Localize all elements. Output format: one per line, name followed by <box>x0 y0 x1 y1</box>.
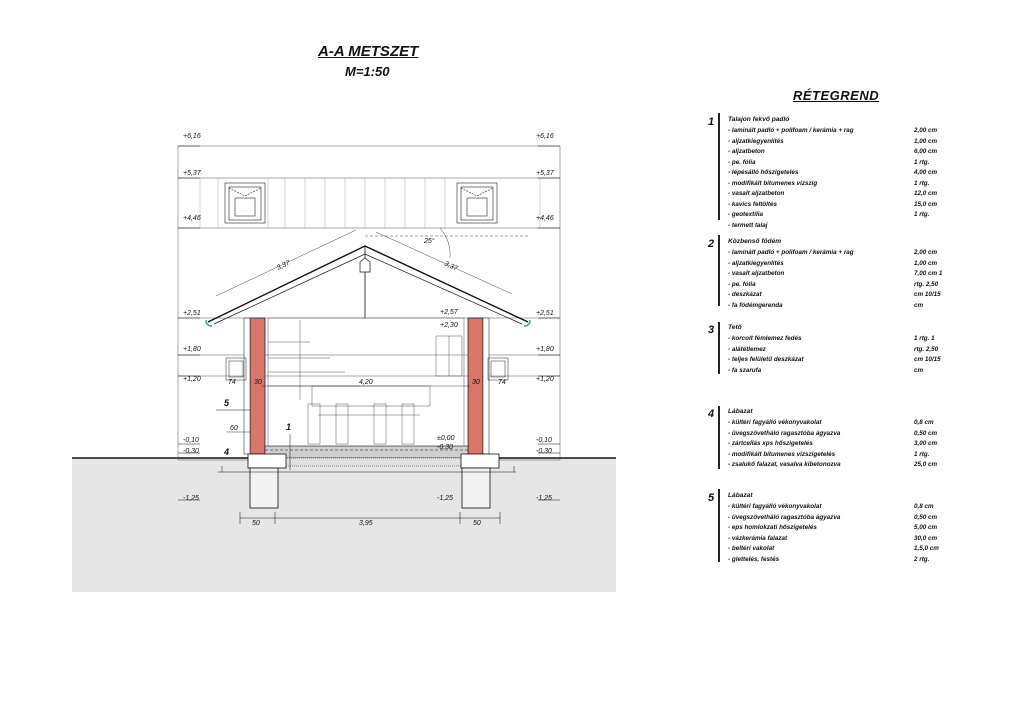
dormer-window-right <box>457 183 497 223</box>
layer-label: - vasalt aljzatbeton <box>728 190 785 197</box>
legend-row <box>728 222 978 232</box>
layer-label: - glettelés, festés <box>728 555 780 563</box>
layer-label: - kültéri fagyálló vékonyvakolat <box>728 503 822 510</box>
layer-label: - lépésálló hőszigetelés <box>728 169 799 176</box>
level-right-4: +2,51 <box>536 310 554 317</box>
layer-label: - modifikált bitumenes vízszigetelés <box>728 450 836 458</box>
level-inner-3: ±0,00 <box>437 435 455 442</box>
layer-label: - zártcellás xps hőszigetelés <box>728 440 813 447</box>
legend-group-title: Talajon fekvő padló <box>728 116 790 123</box>
legend-row <box>728 138 978 148</box>
dim-inner-width: 4,20 <box>359 379 373 386</box>
legend-group-number: 3 <box>708 324 715 336</box>
layer-label: - pe. fólia <box>728 158 756 166</box>
level-right-1: +6,16 <box>536 133 554 140</box>
layer-value: 4,00 cm <box>914 169 938 176</box>
dim-foot-left: 50 <box>252 520 260 527</box>
layer-label: - üvegszövetháló ragasztóba ágyazva <box>728 429 841 437</box>
legend-title: RÉTEGREND <box>793 88 880 103</box>
layer-label: - vázkerámia falazat <box>728 534 788 542</box>
legend-row <box>728 524 978 534</box>
level-right-8: -0,30 <box>536 448 552 455</box>
legend-row <box>728 169 978 179</box>
level-inner-4: -0,30 <box>437 444 453 451</box>
dim-sill-left: 74 <box>228 379 236 386</box>
layer-value: 30,0 cm <box>914 534 938 542</box>
legend-bracket-2 <box>718 235 720 306</box>
level-left-9: -1,25 <box>183 495 199 502</box>
layer-label: - fa szarufa <box>728 366 762 374</box>
legend-bracket-3 <box>718 322 720 374</box>
legend-bracket-4 <box>718 406 720 469</box>
layer-label: - korcolt fémlemez fedés <box>728 335 802 342</box>
roof-right-length: 3,37 <box>443 260 459 273</box>
layer-value: 25,0 cm <box>914 461 938 468</box>
legend-row <box>728 419 978 429</box>
legend-row <box>728 356 978 366</box>
layer-value: 5,00 cm <box>914 524 938 531</box>
legend-group-title: Közbenső födém <box>728 238 782 245</box>
legend-row <box>728 535 978 545</box>
layer-label: - alátétlemez <box>728 345 766 353</box>
layer-value: rtg. 2,50 <box>914 280 939 288</box>
section-scale: M=1:50 <box>345 64 390 79</box>
roof-left-length: 3,37 <box>275 259 292 272</box>
legend-row <box>728 270 978 280</box>
layer-label: - üvegszövetháló ragasztóba ágyazva <box>728 513 841 521</box>
legend-row <box>728 190 978 200</box>
layer-label: - aljzatkiegyenlítés <box>728 137 784 145</box>
layer-value: 2,00 cm <box>914 127 938 134</box>
legend-row <box>728 201 978 211</box>
layer-value: 0,50 cm <box>914 429 938 437</box>
legend-row <box>728 180 978 190</box>
legend-row <box>728 346 978 356</box>
level-left-7: -0,10 <box>183 437 199 444</box>
level-right-6: +1,20 <box>536 376 554 383</box>
layer-value: 1,00 cm <box>914 137 938 145</box>
legend-row <box>728 249 978 259</box>
layer-label: - modifikált bitumenes vízszig <box>728 179 818 187</box>
layer-label: - pe. fólia <box>728 280 756 288</box>
callout-1: 1 <box>286 422 292 432</box>
legend-row <box>728 556 978 566</box>
layer-value: 0,50 cm <box>914 513 938 521</box>
dim-sill-right: 74 <box>498 379 506 386</box>
legend-row <box>728 127 978 137</box>
dim-wall-left: 30 <box>254 379 262 386</box>
layer-value: cm <box>914 301 924 309</box>
level-left-5: +1,80 <box>183 346 201 353</box>
level-inner-2: +2,30 <box>440 322 458 329</box>
layer-label: - laminált padló + polifoam / kerámia + rag <box>728 127 854 134</box>
legend-group-number: 4 <box>708 408 715 420</box>
dim-foot-right: 50 <box>473 520 481 527</box>
legend-row <box>728 281 978 291</box>
legend-row <box>728 503 978 513</box>
legend-row <box>728 260 978 270</box>
level-left-3: +4,46 <box>183 215 201 222</box>
layer-label: - kültéri fagyálló vékonyvakolat <box>728 419 822 426</box>
level-inner-5: -1,25 <box>437 495 453 502</box>
layer-label: - fa födémgerenda <box>728 301 783 309</box>
roof-angle: 25° <box>424 238 435 245</box>
ground-fill <box>72 458 616 592</box>
layer-value: 0,8 cm <box>914 419 934 426</box>
layer-value: 0,8 cm <box>914 503 934 510</box>
layer-value: 12,0 cm <box>914 190 938 197</box>
layer-label: - kavics feltöltés <box>728 200 777 208</box>
layer-label: - zsalukő falazat, vasalva kibetonozva <box>728 461 841 468</box>
layer-label: - beltéri vakolat <box>728 545 775 552</box>
layer-value: 1 rtg. <box>914 179 930 187</box>
side-windows <box>226 358 508 380</box>
layer-label: - deszkázat <box>728 291 762 298</box>
level-markers-left <box>178 146 200 500</box>
layer-value: rtg. 2,50 <box>914 345 939 353</box>
legend-row <box>728 291 978 301</box>
legend-group-number: 2 <box>708 238 715 250</box>
level-right-5: +1,80 <box>536 346 554 353</box>
layer-value: 1 rtg. 1 <box>914 335 935 342</box>
legend-row <box>728 211 978 221</box>
level-right-9: -1,25 <box>536 495 552 502</box>
layer-label: - laminált padló + polifoam / kerámia + rag <box>728 249 854 256</box>
layer-value: cm 10/15 <box>914 291 941 298</box>
legend-row <box>728 440 978 450</box>
layer-value: 2,00 cm <box>914 249 938 256</box>
layer-value: 1 rtg. <box>914 211 930 218</box>
legend-row <box>728 367 978 377</box>
layer-value: 1 rtg. <box>914 450 930 458</box>
section-title: A-A METSZET <box>318 43 419 60</box>
callout-4: 4 <box>224 447 230 457</box>
legend-row <box>728 451 978 461</box>
layer-value: 15,0 cm <box>914 200 938 208</box>
level-right-3: +4,46 <box>536 215 554 222</box>
layer-value: cm <box>914 366 924 374</box>
dim-wall-right: 30 <box>472 379 480 386</box>
legend-row <box>728 159 978 169</box>
legend-group-title: Lábazat <box>728 408 753 415</box>
legend-row <box>728 514 978 524</box>
level-inner-1: +2,57 <box>440 309 458 316</box>
legend-bracket-1 <box>718 113 720 220</box>
legend-bracket-5 <box>718 489 720 562</box>
legend-row <box>728 302 978 312</box>
legend-group-number: 5 <box>708 492 715 504</box>
layer-value: cm 10/15 <box>914 356 941 363</box>
level-left-8: -0,30 <box>183 448 199 455</box>
layer-value: 2 rtg. <box>914 555 930 563</box>
layer-label: - eps homlokzati hőszigetelés <box>728 524 817 531</box>
layer-value: 6,00 cm <box>914 148 938 155</box>
legend-group-title: Lábazat <box>728 492 753 499</box>
layer-label: - aljzatkiegyenlítés <box>728 259 784 267</box>
level-left-1: +6,16 <box>183 133 201 140</box>
legend-row <box>728 461 978 471</box>
layer-label: - teljes felületű deszkázat <box>728 356 804 363</box>
layer-value: 1 rtg. <box>914 158 930 166</box>
legend-row <box>728 335 978 345</box>
legend-group-number: 1 <box>708 116 715 128</box>
legend-row <box>728 148 978 158</box>
layer-value: 3,00 cm <box>914 440 938 447</box>
level-left-6: +1,20 <box>183 376 201 383</box>
legend-group-title: Tető <box>728 324 742 331</box>
layer-label: - termett talaj <box>728 221 768 229</box>
dim-plinth: 60 <box>230 425 238 432</box>
legend-row <box>728 545 978 555</box>
dim-foot-span: 3,95 <box>359 520 373 527</box>
roof <box>206 246 530 326</box>
level-left-4: +2,51 <box>183 310 201 317</box>
layer-label: - geotextília <box>728 211 763 218</box>
layer-value: 1,00 cm <box>914 259 938 267</box>
layer-label: - vasalt aljzatbeton <box>728 270 785 277</box>
callout-5: 5 <box>224 398 230 408</box>
dormer-window-left <box>225 183 265 223</box>
background-facade <box>178 146 560 460</box>
level-right-7: -0,10 <box>536 437 552 444</box>
layer-label: - aljzatbeton <box>728 148 765 155</box>
level-left-2: +5,37 <box>183 170 201 177</box>
layer-value: 1,5,0 cm <box>914 545 939 552</box>
level-markers-right <box>538 146 560 500</box>
layer-value: 7,00 cm 1 <box>914 270 943 277</box>
level-right-2: +5,37 <box>536 170 554 177</box>
legend-row <box>728 430 978 440</box>
